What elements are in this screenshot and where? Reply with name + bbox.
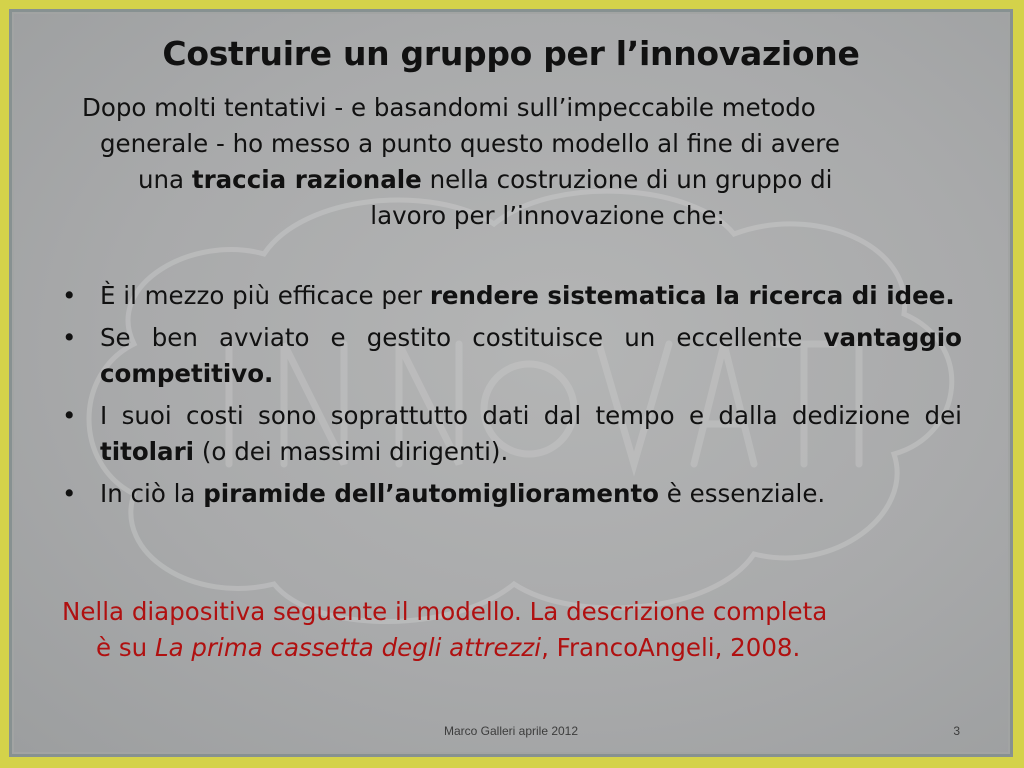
note-line-1: Nella diapositiva seguente il modello. La descrizione completa [62,597,828,626]
bullet-icon: • [62,401,77,430]
book-title: La prima cassetta degli attrezzi [154,633,542,662]
footer-author-date: Marco Galleri aprile 2012 [443,724,579,738]
bullet-icon: • [62,479,77,508]
bullet-list [62,278,962,518]
bullet-icon: • [62,281,77,310]
note-line-2: è su La prima cassetta degli attrezzi, FrancoAngeli, 2008. [96,633,801,662]
bullet-icon: • [62,323,77,352]
list-item: • È il mezzo più efficace per rendere sistematica la ricerca di idee. [62,278,962,314]
slide-title: Costruire un gruppo per l’innovazione [162,34,860,73]
list-item: • I suoi costi sono soprattutto dati dal tempo e dalla dedizione dei titolari (o dei massimi dirigenti). [62,398,962,470]
intro-paragraph [80,90,960,234]
intro-line-1: Dopo molti tentativi - e basandomi sull’impeccabile metodo [82,93,816,122]
intro-emphasis: traccia razionale [191,165,422,194]
slide-number: 3 [953,724,960,738]
intro-line-4: lavoro per l’innovazione che: [370,201,725,230]
intro-line-2: generale - ho messo a punto questo modello al fine di avere [100,129,840,158]
list-item: • Se ben avviato e gestito costituisce un eccellente vantaggio competitivo. [62,320,962,392]
slide [14,14,1008,752]
intro-line-3: una traccia razionale nella costruzione di un gruppo di [138,165,833,194]
closing-note [62,594,962,666]
list-item: • In ciò la piramide dell’automiglioramento è essenziale. [62,476,962,512]
